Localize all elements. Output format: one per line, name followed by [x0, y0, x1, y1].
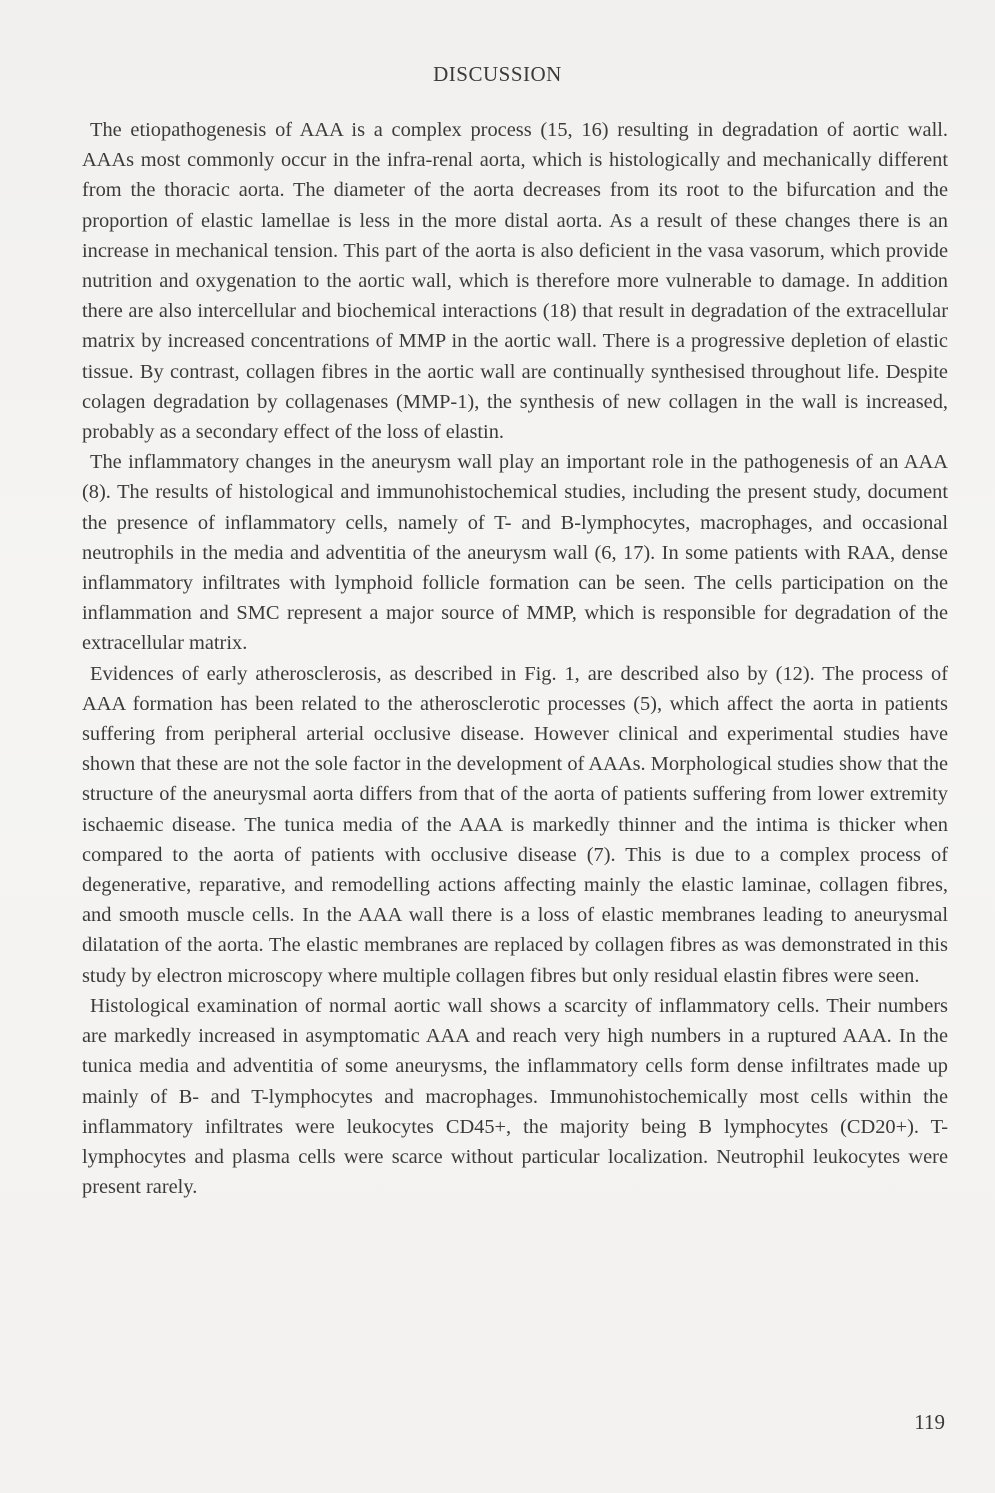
paragraph-histological-examination: Histological examination of normal aortic wall shows a scarcity of inflammatory cells. Their numbers are markedly increased in asymptomatic AAA and reach very high numbers in a ruptured AAA. In the tunica media and adventitia of some aneurysms, the inflammatory cells form dense infiltrates made up mainly of B- and T-lymphocytes and macrophages. Immunohistochemically most cells within the inflammatory infiltrates were leukocytes CD45+, the majority being B lymphocytes (CD20+). T-lymphocytes and plasma cells were scarce without particular localization. Neutrophil leukocytes were present rarely.	[82, 994, 948, 1199]
paragraph-inflammatory-changes: The inflammatory changes in the aneurysm wall play an important role in the pathogenesis of an AAA (8). The results of histological and immunohistochemical studies, including the present study, document the presence of inflammatory cells, namely of T- and B-lymphocytes, macrophages, and occasional neutrophils in the media and adventitia of the aneurysm wall (6, 17). In some patients with RAA, dense inflammatory infiltrates with lymphoid follicle formation can be seen. The cells participation on the inflammation and SMC represent a major source of MMP, which is responsible for degradation of the extracellular matrix.	[82, 451, 948, 655]
section-title: DISCUSSION	[433, 62, 562, 86]
page-number: 119	[914, 1410, 945, 1434]
paragraph-atherosclerosis: Evidences of early atherosclerosis, as described in Fig. 1, are described also by (12). The process of AAA formation has been related to the atherosclerotic processes (5), which affect the aorta in patients suffering from peripheral arterial occlusive disease. However clinical and experimental studies have shown that these are not the sole factor in the development of AAAs. Morphological studies show that the structure of the aneurysmal aorta differs from that of the aorta of patients suffering from lower extremity ischaemic disease. The tunica media of the AAA is markedly thinner and the intima is thicker when compared to the aorta of patients with occlusive disease (7). This is due to a complex process of degenerative, reparative, and remodelling actions affecting mainly the elastic laminae, collagen fibres, and smooth muscle cells. In the AAA wall there is a loss of elastic membranes leading to aneurysmal dilatation of the aorta. The elastic membranes are replaced by collagen fibres as was demonstrated in this study by electron microscopy where multiple collagen fibres but only residual elastin fibres were seen.	[82, 662, 948, 987]
paragraph-etiopathogenesis: The etiopathogenesis of AAA is a complex process (15, 16) resulting in degradation of aortic wall. AAAs most commonly occur in the infra-renal aorta, which is histologically and mechanically different from the thoracic aorta. The diameter of the aorta decreases from its root to the bifurcation and the proportion of elastic lamellae is less in the more distal aorta. As a result of these changes there is an increase in mechanical tension. This part of the aorta is also deficient in the vasa vasorum, which provide nutrition and oxygenation to the aortic wall, which is therefore more vulnerable to damage. In addition there are also intercellular and biochemical interactions (18) that result in degradation of the extracellular matrix by increased concentrations of MMP in the aortic wall. There is a progressive depletion of elastic tissue. By contrast, collagen fibres in the aortic wall are continually synthesised throughout life. Despite colagen degradation by collagenases (MMP-1), the synthesis of new collagen in the wall is increased, probably as a secondary effect of the loss of elastin.	[82, 119, 948, 444]
body-text	[82, 115, 948, 1202]
